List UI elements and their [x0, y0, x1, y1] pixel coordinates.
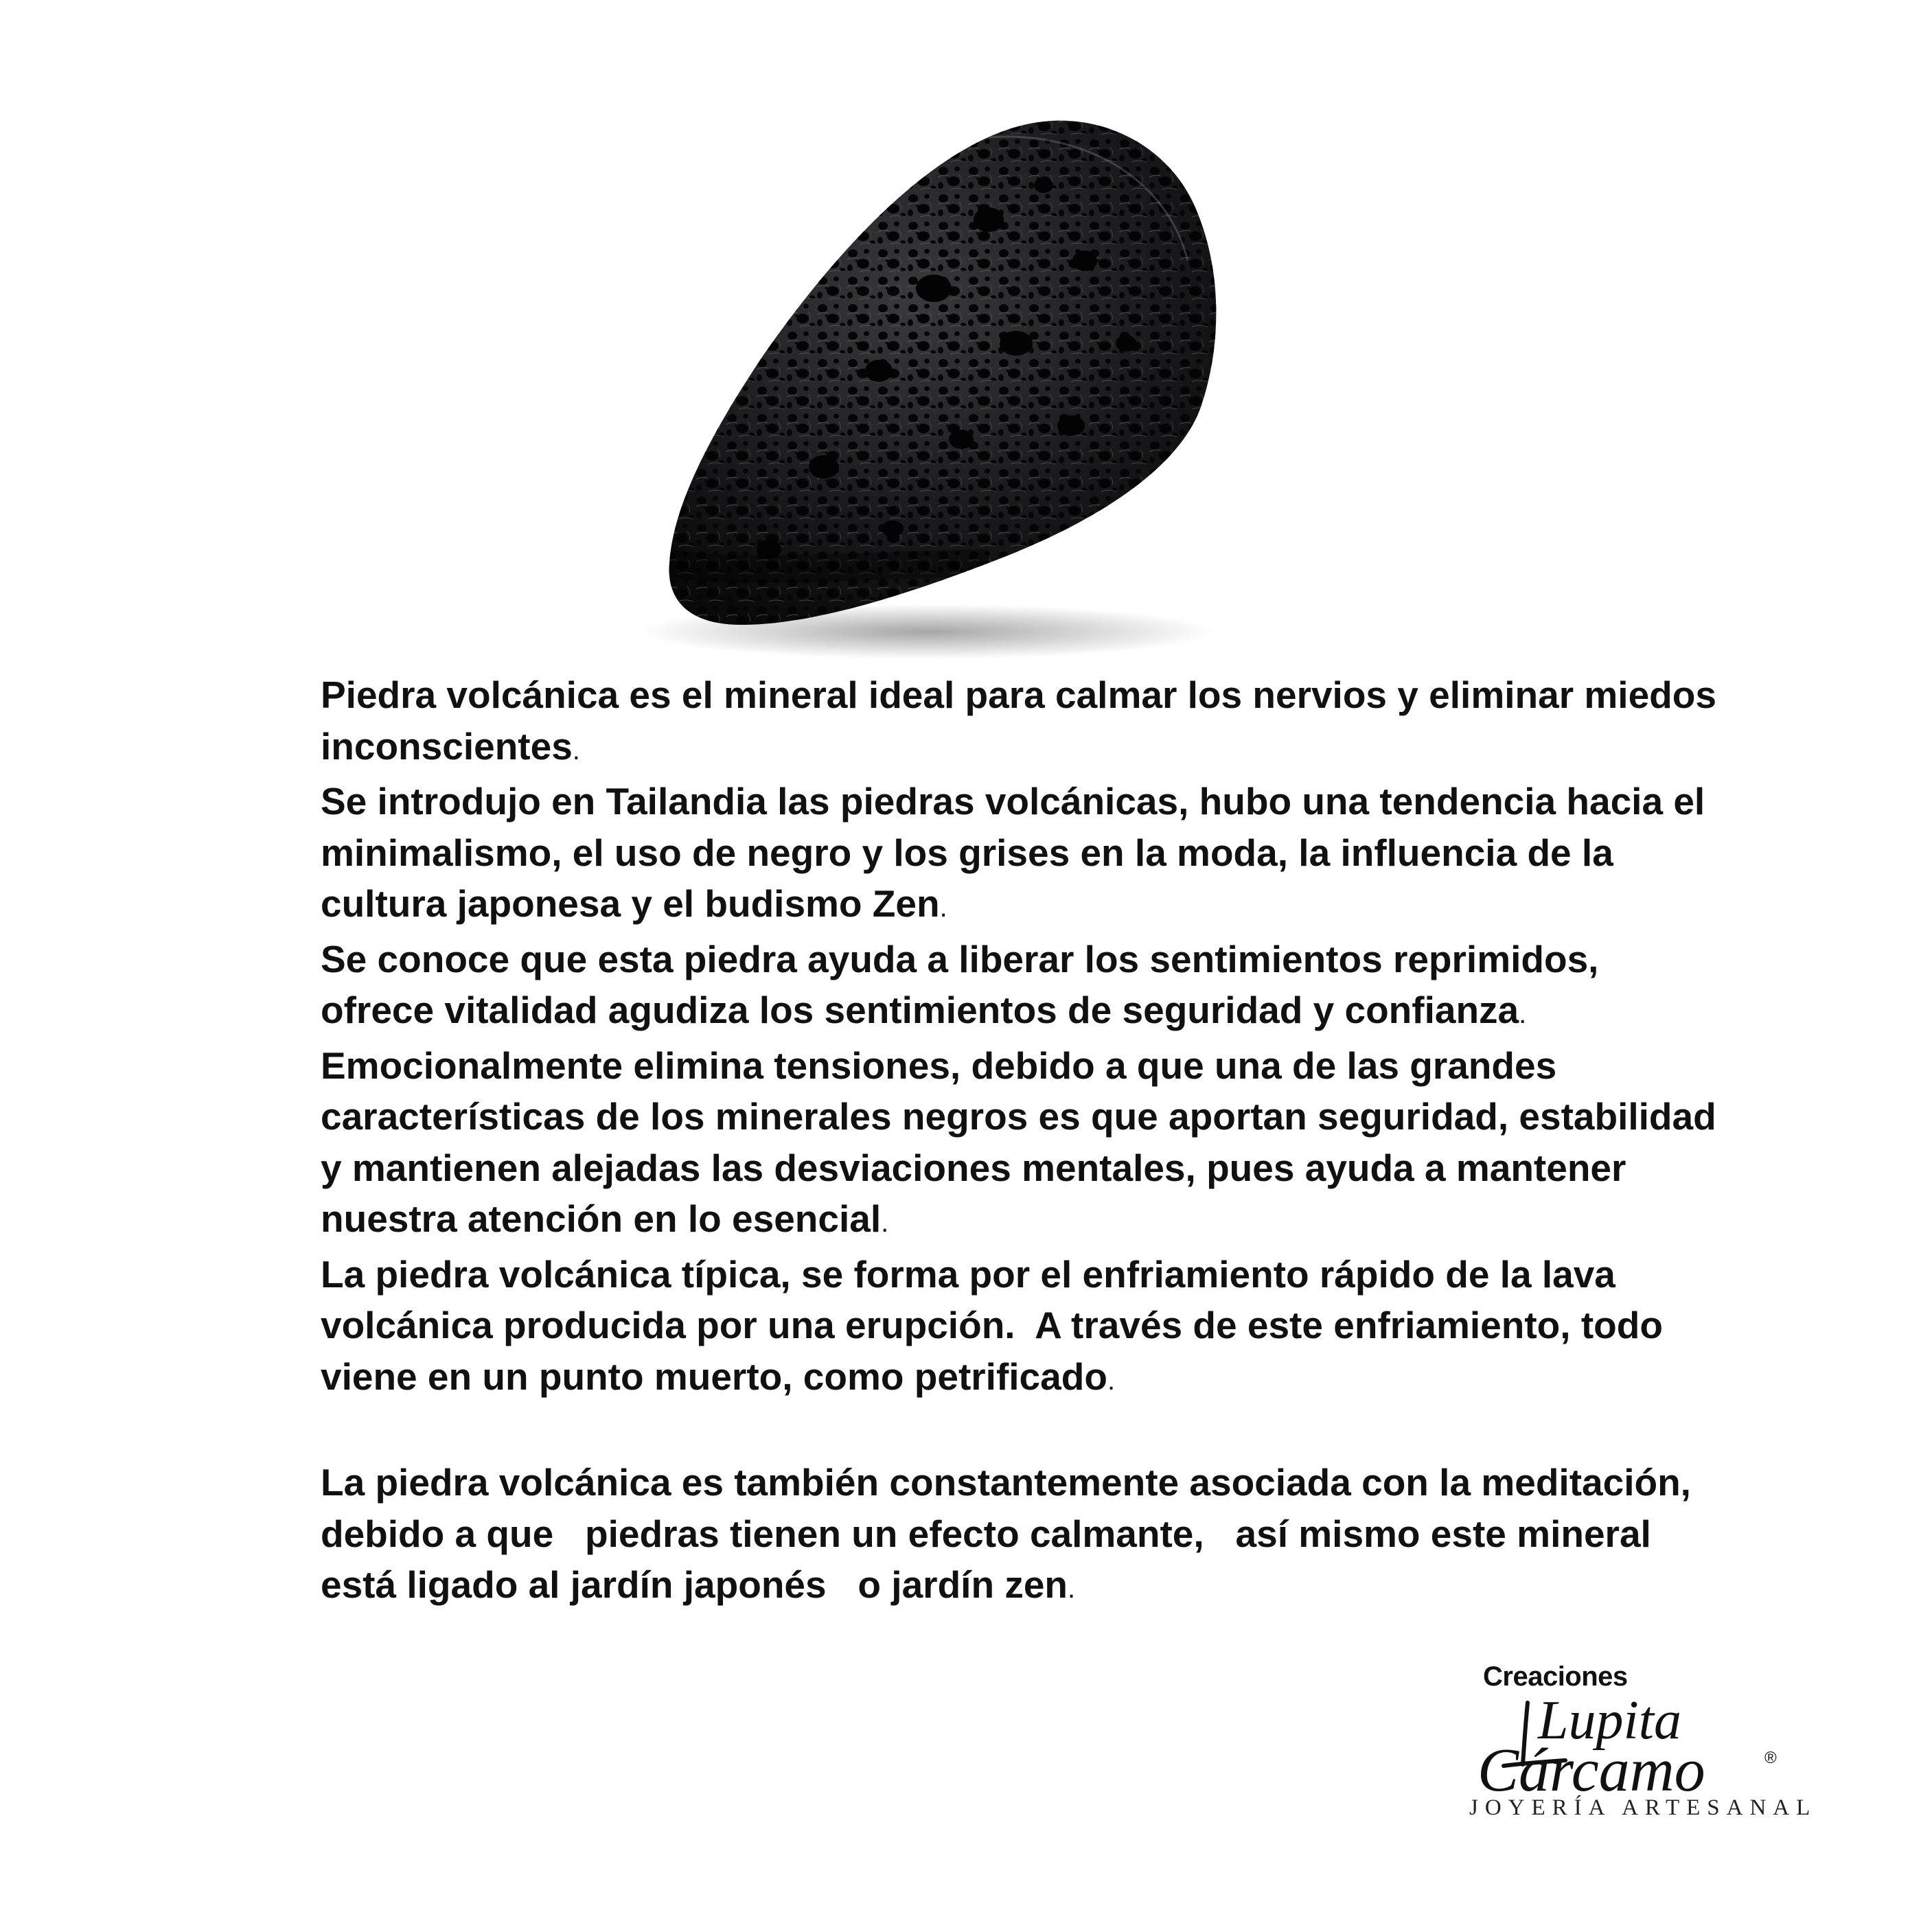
- description-text: [321, 669, 1727, 1615]
- logo-registered-mark: ®: [1764, 1749, 1777, 1767]
- paragraph-spacer: [321, 1406, 1721, 1457]
- paragraph-emotional-end: .: [881, 1208, 889, 1238]
- paragraph-intro-end: .: [572, 735, 580, 766]
- paragraph-intro-text: Piedra volcánica es el mineral ideal para calmar los nervios y eliminar miedos inconscientes: [321, 674, 1727, 768]
- paragraph-thailand-text: Se introdujo en Tailandia las piedras volcánicas, hubo una tendencia hacia el minimalismo, el uso de negro y los grises en la moda, la influencia de la cultura japonesa y el budismo Zen: [321, 780, 1716, 925]
- paragraph-meditation-text: La piedra volcánica es también constantemente asociada con la meditación, debido a que piedras tienen un efecto calmante, así mismo este mineral está ligado al jardín japonés o jardín zen: [321, 1461, 1702, 1606]
- paragraph-emotional-text: Emocionalmente elimina tensiones, debido a que una de las grandes características de los minerales negros es que aportan seguridad, estabilidad y mantienen alejadas las desviaciones mentales, pues ayuda a mantener nuestra atención en lo esencial: [321, 1044, 1727, 1240]
- paragraph-formation-end: .: [1107, 1365, 1116, 1396]
- logo-name-line2: Cárcamo: [1477, 1736, 1705, 1799]
- logo-script-name: [1462, 1675, 1819, 1799]
- volcanic-stone-image: [604, 82, 1277, 673]
- paragraph-feelings-end: .: [1519, 999, 1527, 1029]
- paragraph-thailand-end: .: [939, 893, 947, 923]
- paragraph-intro: [321, 669, 1727, 776]
- paragraph-formation: [321, 1249, 1721, 1407]
- logo-subtitle: JOYERÍA ARTESANAL: [1469, 1795, 1817, 1820]
- logo-creaciones: Creaciones: [1483, 1661, 1628, 1692]
- paragraph-meditation-end: .: [1068, 1574, 1076, 1604]
- paragraph-feelings: [321, 934, 1721, 1040]
- paragraph-feelings-text: Se conoce que esta piedra ayuda a liberar los sentimientos reprimidos, ofrece vitalidad agudiza los sentimientos de seguridad y confianza: [321, 937, 1609, 1031]
- paragraph-emotional: [321, 1040, 1727, 1249]
- brand-logo: [1462, 1661, 1819, 1826]
- paragraph-thailand: [321, 776, 1721, 934]
- logo-name-line1: Lupita: [1538, 1690, 1681, 1751]
- paragraph-meditation: [321, 1457, 1721, 1615]
- paragraph-formation-text: La piedra volcánica típica, se forma por el enfriamiento rápido de la lava volcánica producida por una erupción. A través de este enfriamiento, todo viene en un punto muerto, como petrificado: [321, 1252, 1674, 1398]
